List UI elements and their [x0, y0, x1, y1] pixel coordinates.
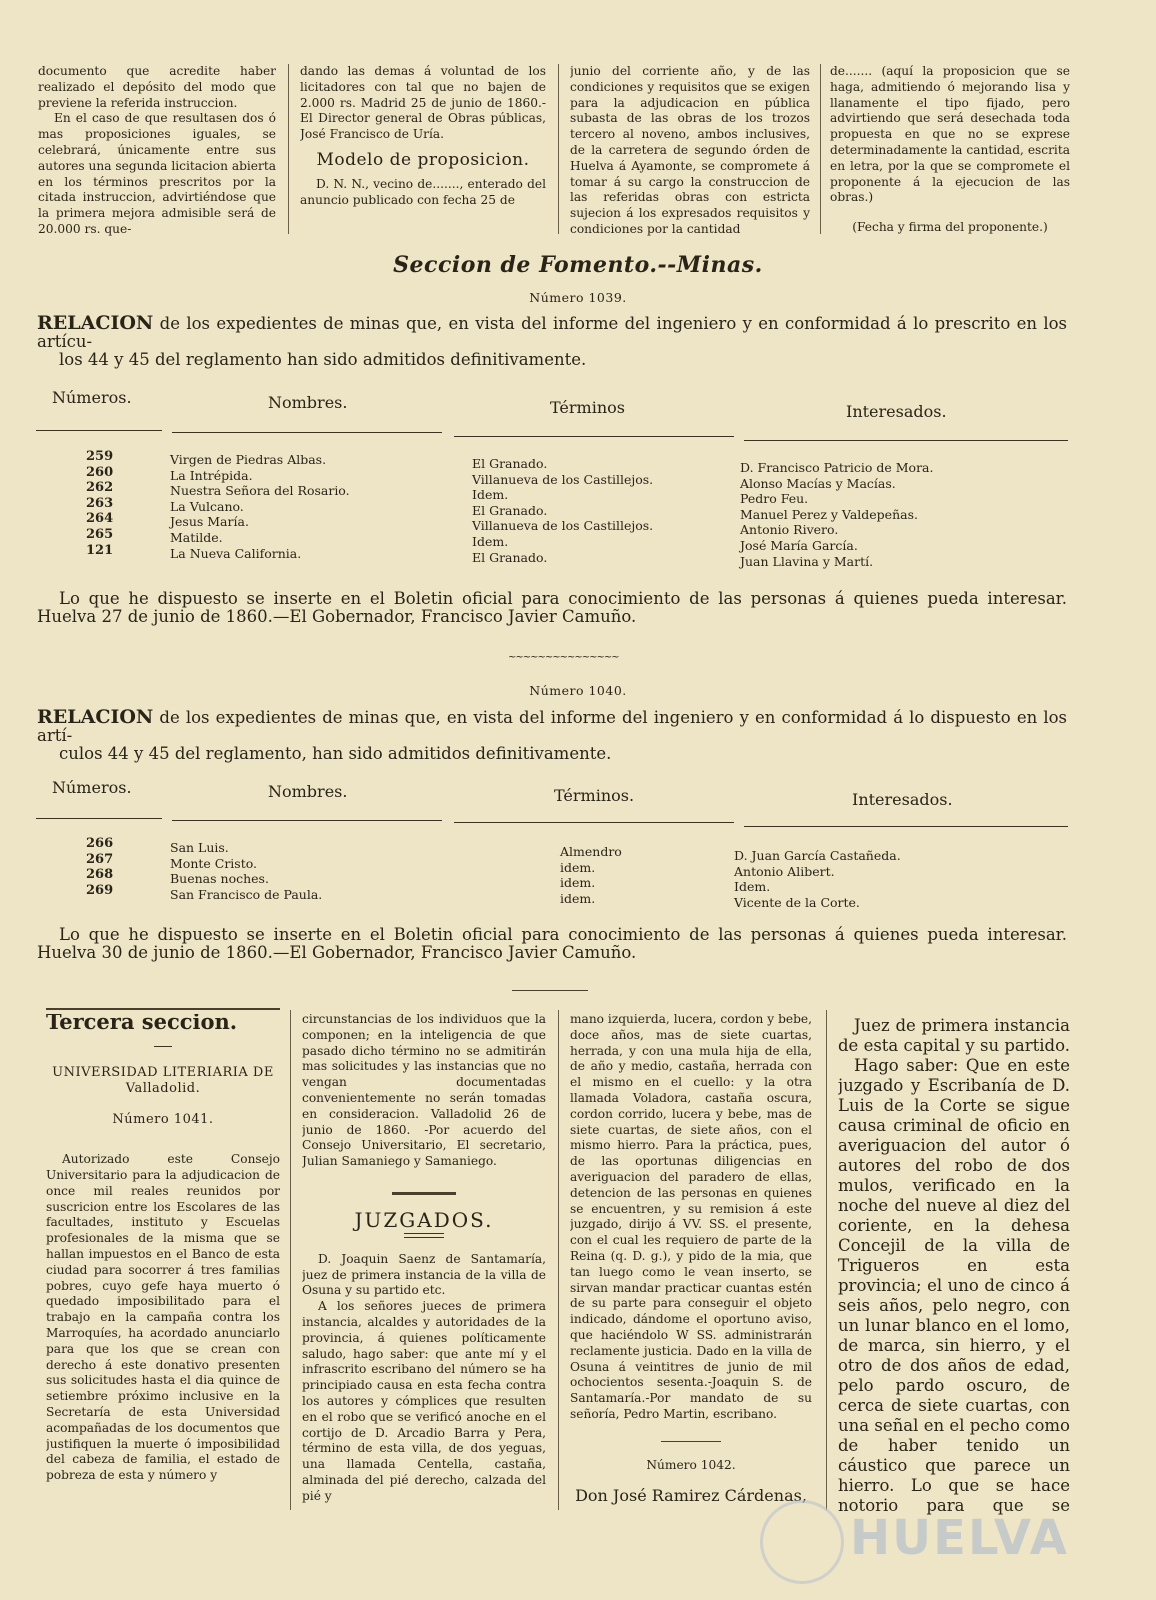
table-cell-interesado: Vicente de la Corte. [734, 894, 860, 910]
table-cell-numero: 121 [86, 542, 114, 558]
table-cell-nombre: Virgen de Piedras Albas. [170, 452, 327, 467]
header-rule [454, 822, 734, 823]
table-cell-termino: Villanueva de los Castillejos. [472, 518, 654, 534]
universidad-text-cont: circunstancias de los individuos que la componen; en la inteligencia de que pasado dicho término no se admitirán mas solicitudes y las instancias que no vengan documentadas convenientemente no serán tomadas en consideracion. Valladolid 26 de junio de 1860. -Por acuerdo del Consejo Universitario, El secretario, Julian Samaniego y Samaniego. [302, 1012, 546, 1169]
column-divider [558, 64, 559, 234]
table-cell-nombre: Nuestra Señora del Rosario. [170, 483, 350, 499]
modelo-heading: Modelo de proposicion. [316, 149, 530, 170]
table-cell-termino: Idem. [472, 533, 509, 549]
numero-1041: Número 1041. [112, 1112, 214, 1128]
rel2-terminos-column [560, 844, 622, 906]
table-cell-nombre: Monte Cristo. [170, 855, 258, 871]
table-cell-nombre: Buenas noches. [170, 871, 269, 887]
column-divider [288, 64, 289, 234]
table-cell-interesado: José María García. [740, 537, 858, 553]
juez-osuna-heading: D. Joaquin Saenz de Santamaría, juez de primera instancia de la villa de Osuna y su partido etc. [302, 1251, 546, 1298]
column-divider [820, 64, 821, 234]
relacion-text-1: de los expedientes de minas que, en vista del informe del ingeniero y en conformidad á lo dispuesto en los artí- [37, 708, 1067, 745]
table-cell-interesado: Juan Llavina y Martí. [740, 553, 874, 569]
universidad-heading: UNIVERSIDAD LITERIARIA DE Valladolid. [52, 1064, 274, 1096]
relacion-text-2: culos 44 y 45 del reglamento, han sido admitidos definitivamente. [59, 744, 612, 763]
relacion-text-2: los 44 y 45 del reglamento han sido admitidos definitivamente. [59, 350, 587, 369]
table-cell-numero: 267 [86, 851, 114, 867]
table-cell-termino: Villanueva de los Castillejos. [472, 471, 654, 487]
rel2-numeros-column [86, 836, 113, 898]
relacion-text-1: de los expedientes de minas que, en vista del informe del ingeniero y en conformidad á lo prescrito en los artícu- [37, 314, 1067, 351]
firma-line: (Fecha y firma del proponente.) [852, 220, 1048, 235]
numero-1040: Número 1040. [529, 683, 627, 698]
relacion-word: RELACION [37, 706, 154, 728]
relacion-word: RELACION [37, 312, 154, 334]
relacion-1-heading [37, 314, 1067, 369]
numero-1042: Número 1042. [646, 1457, 736, 1472]
tercera-top-rule [46, 1008, 280, 1010]
table-cell-nombre: Matilde. [170, 529, 223, 545]
short-rule [661, 1441, 721, 1442]
header-rule [744, 826, 1068, 827]
table-cell-termino: Idem. [472, 487, 509, 503]
header-rule [744, 440, 1068, 441]
juzgados-heading: JUZGADOS. [354, 1207, 494, 1232]
col-header-nombres: Nombres. [268, 782, 348, 801]
rel1-terminos-column [472, 456, 653, 565]
juez-huelva-text: Hago saber: Que en este juzgado y Escribanía de D. Luis de la Corte se sigue causa criminal de oficio en averiguacion del autor ó autores del robo de dos mulos, verificado en la noche del nueve al diez del coriente, en la dehesa Concejil de la villa de Trigueros en esta provincia; el uno de cinco á seis años, pelo negro, con un lunar blanco en el lomo, de marca, sin hierro, y el otro de dos años de edad, pelo pardo oscuro, de cerca de siete cuartas, con una señal en el pecho como de haber tenido un cáustico que parece un hierro. Lo que se hace notorio para que se [838, 1056, 1070, 1515]
top-col2-after: D. N. N., vecino de......., enterado del anuncio publicado con fecha 25 de [300, 176, 546, 207]
table-cell-numero: 264 [86, 511, 114, 527]
juez-osuna-text-cont: mano izquierda, lucera, cordon y bebe, doce años, mas de siete cuartas, herrada, y con una mula hija de ella, de año y medio, castaña, herrada con el mismo en el cuello: y la otra llamada Voladora, castaña oscura, cordon corrido, lucera y bebe, mas de siete cuartas, de siete años, con el mismo hierro. Para la práctica, pues, de las oportunas diligencias en averiguacion del paradero de ellas, detencion de las personas en quienes se encuentren, y su remision á este juzgado, dirijo á VV. SS. el presente, con el cual les requiero de parte de la Reina (q. D. g.), y pido de la mia, que tan luego como le vean inserto, se sirvan mandar practicar cuantas estén de su parte para conseguir el objeto indicado, dándome el oportuno aviso, que haciéndolo W SS. administrarán reclamente justicia. Dado en la villa de Osuna á veintitres de junio de mil ochocientos sesenta.-Joaquin S. de Santamaría.-Por mandato de su señoría, Pedro Martin, escribano. [570, 1012, 812, 1421]
table-cell-termino: idem. [560, 890, 596, 906]
numero-1039: Número 1039. [529, 290, 627, 305]
top-col2-para: dando las demas á voluntad de los licitadores con tal que no bajen de 2.000 rs. Madrid 25 de junio de 1860.-El Director general de Obras públicas, José Francisco de Uría. [300, 64, 546, 142]
rel1-interesados-column [740, 460, 933, 569]
table-cell-interesado: Antonio Rivero. [740, 522, 839, 538]
top-col1-para-1: documento que acredite haber realizado el depósito del modo que previene la referida instruccion. [38, 64, 276, 110]
top-column-2 [300, 64, 546, 242]
table-cell-interesado: Alonso Macías y Macías. [740, 475, 896, 491]
header-rule [36, 818, 162, 819]
top-col3-para: junio del corriente año, y de las condiciones y requisitos que se exigen para la adjudicacion en pública subasta de las obras de los trozos tercero al noveno, ambos inclusives, de la carretera de segundo órden de Huelva á Ayamonte, se compromete á tomar á su cargo la construccion de las referidas obras con estricta sujecion á los expresados requisitos y condiciones por la cantidad [570, 64, 810, 236]
juez-osuna-text: A los señores jueces de primera instancia, alcaldes y autoridades de la provincia, á quienes políticamente saludo, hago saber: que ante mí y el infrascrito escribano del número se ha principiado causa en esta fecha contra los autores y cómplices que resulten en el robo que se verificó anoche en el cortijo de D. Arcadio Barra y Pera, término de esta villa, de dos yeguas, una llamada Centella, castaña, alminada del pié derecho, calzada del pié y [302, 1299, 546, 1503]
column-divider [558, 1010, 559, 1510]
col-header-nombres: Nombres. [268, 393, 348, 412]
table-cell-nombre: Jesus María. [170, 514, 249, 530]
table-cell-numero: 260 [86, 464, 114, 480]
double-rule [404, 1233, 444, 1238]
col-header-interesados: Interesados. [852, 790, 953, 809]
table-cell-numero: 269 [86, 882, 114, 898]
table-cell-interesado: Antonio Alibert. [734, 863, 835, 879]
col-header-terminos: Términos. [554, 786, 635, 805]
bottom-column-3 [570, 1012, 812, 1552]
col-header-interesados: Interesados. [846, 402, 947, 421]
table-cell-nombre: La Intrépida. [170, 467, 253, 483]
header-rule [36, 430, 162, 431]
top-column-4 [830, 64, 1070, 244]
universidad-text: Autorizado este Consejo Universitario para la adjudicacion de once mil reales reunidos por suscricion entre los Escolares de las facultades, instituto y Escuelas profesionales de la misma que se hallan impuestos en el Banco de esta ciudad para socorrer á tres familias pobres, cuyo gefe haya muerto ó quedado imposibilitado para el trabajo en la campaña contra los Marroquíes, ha acordado anunciarlo para que los que se crean con derecho á este donativo presenten sus solicitudes hasta el dia quince de setiembre próximo inclusive en la Secretaría de esta Universidad acompañadas de los documentos que justifiquen la muerte ó imposibilidad del cabeza de familia, el estado de pobreza de esta y número y [46, 1152, 280, 1483]
table-cell-interesado: Pedro Feu. [740, 491, 809, 507]
table-cell-termino: El Granado. [472, 502, 548, 518]
table-cell-interesado: Manuel Perez y Valdepeñas. [740, 506, 918, 522]
rel2-lohe-paragraph: Lo que he dispuesto se inserte en el Boletin oficial para conocimiento de las personas á quienes pueda interesar. Huelva 30 de junio de 1860.—El Gobernador, Francisco Javier Camuño. [37, 925, 1067, 962]
column-divider [290, 1010, 291, 1510]
bottom-column-1 [46, 1014, 280, 1514]
table-cell-termino: El Granado. [472, 549, 548, 565]
column-divider [826, 1010, 827, 1510]
table-cell-numero: 265 [86, 526, 114, 542]
top-col1-para-2: En el caso de que resultasen dos ó mas proposiciones iguales, se celebrará, únicamente entre sus autores una segunda licitacion abierta en los términos prescritos por la citada instruccion, advirtiéndose que la primera mejora admisible será de 20.000 rs. que- [38, 111, 276, 236]
table-cell-nombre: La Nueva California. [170, 545, 302, 561]
table-cell-termino: idem. [560, 875, 596, 891]
rel2-interesados-column [734, 848, 901, 910]
tercera-seccion-heading: Tercera seccion. [46, 1014, 238, 1034]
table-cell-interesado: D. Juan García Castañeda. [734, 848, 901, 863]
header-rule [172, 820, 442, 821]
header-rule [454, 436, 734, 437]
col-header-numeros: Números. [52, 778, 132, 797]
don-jose-ramirez: Don José Ramirez Cárdenas, [575, 1485, 807, 1505]
table-cell-numero: 263 [86, 495, 114, 511]
top-column-3 [570, 64, 810, 242]
bottom-column-4 [838, 1016, 1070, 1516]
table-cell-nombre: San Francisco de Paula. [170, 886, 323, 902]
short-rule [154, 1046, 172, 1047]
table-cell-termino: Almendro [560, 844, 622, 859]
rel1-lohe-paragraph: Lo que he dispuesto se inserte en el Boletin oficial para conocimiento de las personas á quienes pueda interesar. Huelva 27 de junio de 1860.—El Gobernador, Francisco Javier Camuño. [37, 589, 1067, 626]
table-cell-interesado: Idem. [734, 879, 771, 895]
rel1-nombres-column [170, 452, 350, 561]
table-cell-nombre: La Vulcano. [170, 498, 244, 514]
section-divider [512, 990, 588, 991]
juez-huelva-heading: Juez de primera instancia de esta capital y su partido. [838, 1016, 1070, 1055]
watermark-text: HUELVA [850, 1510, 1069, 1566]
juzgados-rule [392, 1192, 456, 1195]
top-column-1 [38, 64, 276, 242]
table-cell-numero: 262 [86, 480, 114, 496]
header-rule [172, 432, 442, 433]
table-cell-numero: 259 [86, 449, 114, 464]
rel2-nombres-column [170, 840, 322, 902]
table-cell-numero: 266 [86, 836, 114, 851]
relacion-2-heading [37, 708, 1067, 763]
table-cell-termino: idem. [560, 859, 596, 875]
ornament-divider: ~~~~~~~~~~~~~~~ [508, 652, 619, 663]
rel1-numeros-column [86, 449, 113, 558]
section-title: Seccion de Fomento.--Minas. [393, 252, 763, 278]
table-cell-interesado: D. Francisco Patricio de Mora. [740, 460, 934, 475]
table-cell-termino: El Granado. [472, 456, 548, 471]
watermark-seal-icon [760, 1500, 844, 1584]
top-col4-para: de....... (aquí la proposicion que se haga, admitiendo ó mejorando lisa y llanamente el tipo fijado, pero advirtiendo que será desechada toda propuesta en que no se exprese determinadamente la cantidad, escrita en letra, por la que se compromete el proponente á la ejecucion de las obras.) [830, 64, 1070, 205]
table-cell-nombre: San Luis. [170, 840, 229, 855]
table-cell-numero: 268 [86, 867, 114, 883]
bottom-column-2 [302, 1012, 546, 1522]
col-header-terminos: Términos [550, 398, 625, 417]
col-header-numeros: Números. [52, 388, 132, 407]
